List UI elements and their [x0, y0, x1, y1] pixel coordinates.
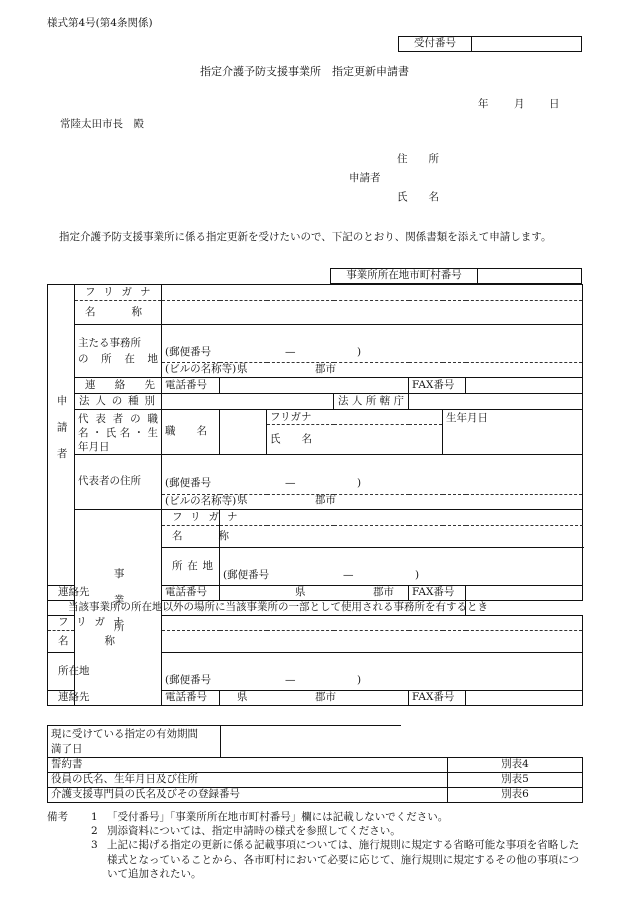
attachment-ref: 別表4: [448, 758, 583, 773]
office-postal-dash: —: [343, 568, 354, 581]
municipality-code-box: [330, 268, 582, 284]
office-address-label-line2: の所在地: [78, 353, 158, 365]
attachment-label: 役員の氏名、生年月日及び住所: [48, 773, 448, 788]
office-postal-close: ): [415, 568, 420, 581]
receipt-number-label: 受付番号: [399, 37, 472, 52]
note-text: 上記に掲げる指定の更新に係る記載事項については、施行規則に規定する省略可能な事項を省略した様式となっていることから、各市町村において必要に応じて、施行規則に規定するその他の事項について追加されたい。: [107, 839, 580, 880]
note-item: [91, 838, 587, 881]
applicant-label: 申請者: [349, 172, 381, 184]
prefecture-label: 県: [237, 362, 248, 375]
branch-postal-label: (郵便番号: [165, 673, 212, 686]
corp-authority-field[interactable]: [409, 394, 583, 410]
date-day: 日: [549, 98, 560, 110]
fax-label: FAX番号: [409, 378, 466, 394]
applicant-building-field[interactable]: [162, 363, 583, 378]
rep-name-field[interactable]: [267, 425, 443, 455]
office-address-label-line1: 主たる事務所: [78, 337, 141, 349]
office-fax-field[interactable]: [466, 586, 583, 601]
applicant-side-label: 申請者: [48, 285, 75, 586]
city-label: 郡市: [315, 362, 336, 375]
contact-label: 連絡先: [75, 378, 162, 394]
branch-city-label: 郡市: [315, 690, 336, 703]
attachments-table: [47, 725, 583, 803]
office-tel-label: 電話番号: [162, 586, 220, 601]
validity-field[interactable]: [221, 726, 401, 758]
rep-furigana-label: フリガナ: [267, 410, 443, 425]
municipality-code-field[interactable]: [478, 269, 582, 284]
office-contact-label: 連絡先: [48, 586, 75, 601]
applicant-address-label: 住 所: [397, 153, 439, 165]
branch-contact-label: 連絡先: [48, 691, 75, 706]
attachment-label: 誓約書: [48, 758, 448, 773]
corp-authority-label: 法人所轄庁: [334, 394, 409, 410]
validity-label-line2: 満了日: [51, 742, 83, 755]
fax-field[interactable]: [466, 378, 583, 394]
applicant-name-label-row: 名称: [75, 301, 162, 325]
branch-furigana-field[interactable]: [162, 616, 583, 631]
birthdate-label: 生年月日: [446, 412, 488, 424]
applicant-name-label: 氏 名: [397, 191, 439, 203]
validity-label-line1: 現に受けている指定の有効期間: [51, 727, 198, 740]
validity-blank-right: [448, 726, 583, 758]
branch-prefecture-label: 県: [237, 690, 248, 703]
attachment-ref: 別表6: [448, 788, 583, 803]
notes-heading: 備考: [47, 811, 68, 823]
rep-building-label: (ビルの名称等): [165, 495, 237, 508]
office-city-label: 郡市: [373, 585, 394, 598]
postal-label: (郵便番号: [165, 345, 212, 358]
note-item: [91, 810, 587, 824]
note-number: 3: [91, 839, 98, 852]
validity-label: [48, 726, 221, 758]
representative-label-line3: 年月日: [78, 441, 110, 453]
rep-prefecture-label: 県: [237, 493, 248, 506]
office-prefecture-label: 県: [295, 585, 306, 598]
receipt-number-field[interactable]: [472, 37, 582, 52]
tel-label: 電話番号: [162, 378, 220, 394]
representative-label: [75, 410, 162, 455]
rep-postal-label: (郵便番号: [165, 476, 212, 489]
birthdate-field[interactable]: [443, 410, 583, 455]
postal-close: ): [357, 345, 362, 358]
branch-fax-label: FAX番号: [409, 691, 466, 706]
rep-building-field[interactable]: [162, 495, 583, 510]
branch-postal-dash: —: [285, 673, 296, 686]
rep-address-label: 代表者の住所: [75, 455, 162, 510]
position-field[interactable]: [220, 410, 267, 455]
receipt-number-box: [398, 36, 582, 52]
corp-type-label: 法人の種別: [75, 394, 162, 410]
corp-type-field[interactable]: [162, 394, 334, 410]
date-month: 月: [514, 98, 525, 110]
note-text: 別添資料については、指定申請時の様式を参照してください。: [107, 825, 401, 838]
office-side-label: 事業所: [75, 510, 162, 706]
office-name-field[interactable]: [220, 526, 583, 548]
office-postal-label: (郵便番号: [223, 568, 270, 581]
municipality-code-label: 事業所所在地市町村番号: [331, 269, 478, 284]
office-furigana-label: フリガナ: [162, 510, 220, 526]
office-furigana-field[interactable]: [220, 510, 583, 526]
main-form-table: [47, 284, 583, 706]
branch-location-label: 所在地: [48, 653, 75, 691]
rep-postal-dash: —: [285, 476, 296, 489]
rep-city-label: 郡市: [315, 493, 336, 506]
representative-label-line1: 代表者の職: [78, 413, 158, 425]
office-name-label: 名称: [162, 526, 220, 548]
note-text: 「受付番号」「事業所所在地市町村番号」欄には記載しないでください。: [107, 811, 449, 823]
note-item: [91, 824, 587, 838]
branch-furigana-label: フリガナ: [48, 616, 75, 631]
date-year: 年: [478, 98, 489, 110]
applicant-name-field[interactable]: [162, 301, 583, 325]
applicant-furigana-field[interactable]: [162, 285, 583, 301]
branch-fax-field[interactable]: [466, 691, 583, 706]
form-id: 様式第4号(第4条関係): [47, 17, 153, 29]
postal-dash: —: [285, 345, 296, 358]
intro-text: 指定介護予防支援事業所に係る指定更新を受けたいので、下記のとおり、関係書類を添えて申請します。: [59, 231, 552, 243]
office-fax-label: FAX番号: [409, 586, 466, 601]
branch-name-label: 名称: [48, 631, 75, 653]
branch-name-field[interactable]: [162, 631, 583, 653]
addressee: 常陸太田市長 殿: [60, 118, 144, 130]
note-number: 1: [91, 811, 98, 823]
attachment-ref: 別表5: [448, 773, 583, 788]
position-label: 職 名: [162, 410, 220, 455]
tel-field[interactable]: [220, 378, 409, 394]
office-location-label: 所在地: [162, 548, 220, 586]
branch-postal-close: ): [357, 673, 362, 686]
page-title: 指定介護予防支援事業所 指定更新申請書: [200, 65, 409, 78]
applicant-furigana-label: フリガナ: [75, 285, 162, 301]
branch-office-note: 当該事業所の所在地以外の場所に当該事業所の一部として使用される事務所を有するとき: [48, 601, 466, 616]
attachment-label: 介護支援専門員の氏名及びその登録番号: [48, 788, 448, 803]
validity-blank: [401, 726, 448, 758]
rep-postal-close: ): [357, 476, 362, 489]
office-address-label: [75, 325, 162, 378]
note-number: 2: [91, 825, 98, 838]
building-label: (ビルの名称等): [165, 363, 237, 376]
representative-label-line2: 名・氏名・生: [78, 427, 158, 439]
rep-name-label: 氏 名: [270, 433, 312, 446]
branch-tel-label: 電話番号: [162, 691, 220, 706]
